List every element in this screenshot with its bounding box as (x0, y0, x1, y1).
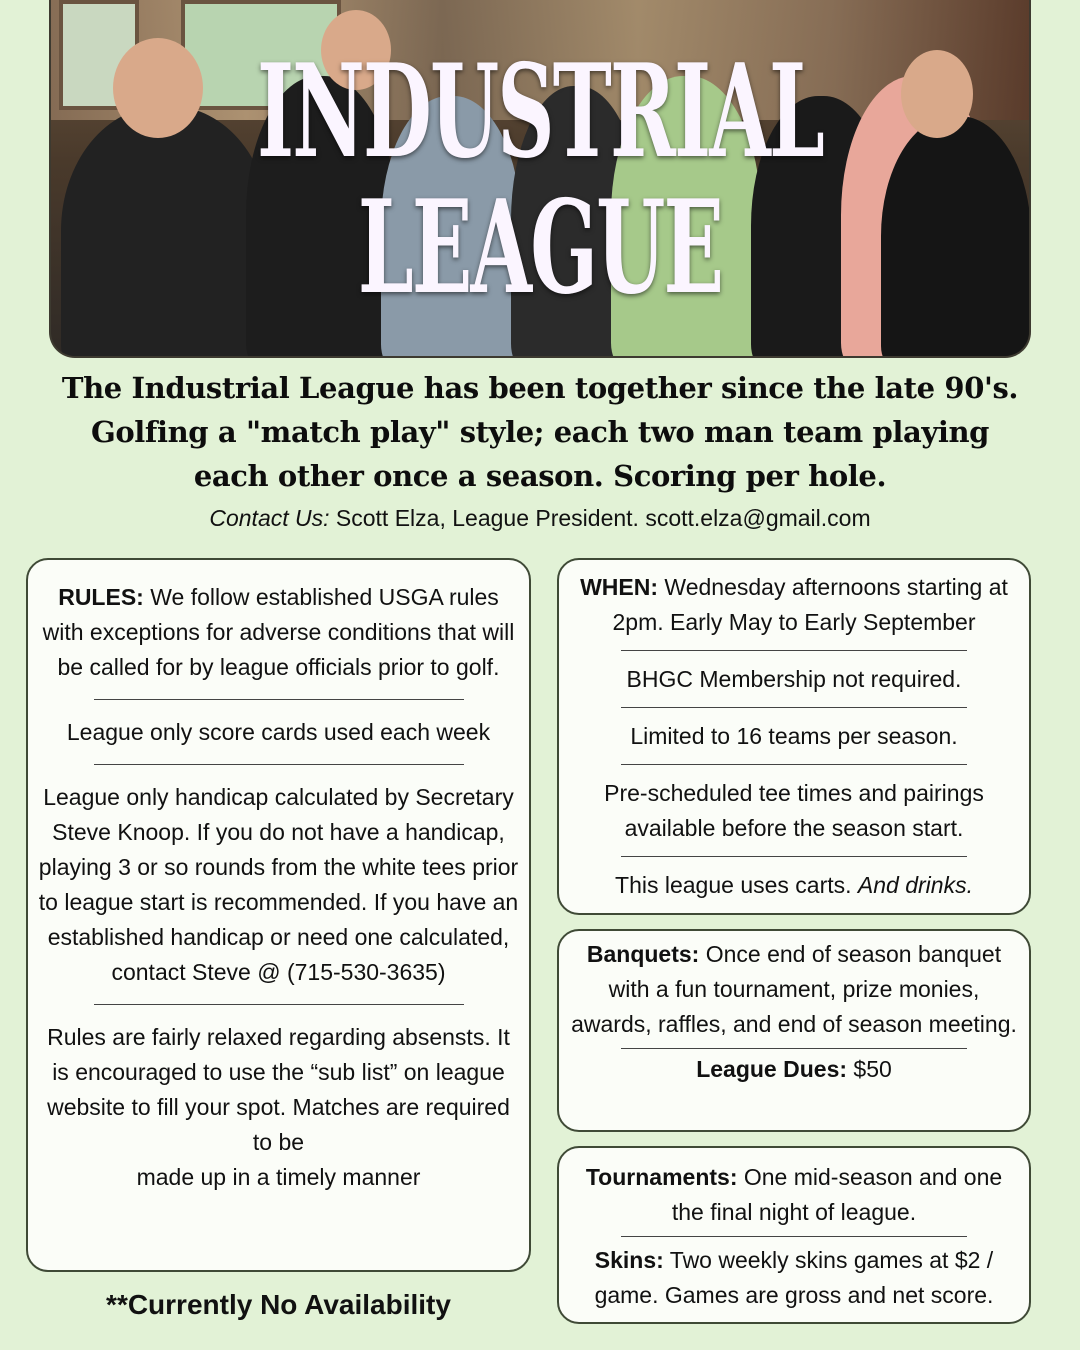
hero-photo (49, 0, 1031, 358)
rules-item: made up in a timely manner (136, 1164, 421, 1190)
divider (94, 699, 464, 700)
contact-text: Scott Elza, League President. scott.elza@gmail.com (329, 505, 871, 531)
rules-text: We follow established USGA rules with exceptions for adverse conditions that will be called for by league officials prior to golf. (42, 584, 515, 680)
banquet-card (557, 929, 1031, 1132)
rules-item: League only handicap calculated by Secretary Steve Knoop. If you do not have a handicap, playing 3 or so rounds from the white tees prior to league start is recommended. If you have an established handicap or need one calculated, contact Steve @ (715-530-3635) (38, 784, 519, 985)
when-item (559, 868, 1029, 903)
when-item (559, 570, 1029, 640)
hero-person-head (901, 50, 973, 138)
divider (621, 1048, 967, 1049)
intro-line: The Industrial League has been together since the late 90's. (61, 371, 1019, 405)
when-text: Wednesday afternoons starting at 2pm. Early May to Early September (612, 574, 1008, 635)
when-item: BHGC Membership not required. (626, 666, 962, 692)
divider (621, 764, 967, 765)
banquet-text: Once end of season banquet with a fun tournament, prize monies, awards, raffles, and end of season meeting. (571, 941, 1017, 1037)
when-label: WHEN: (580, 574, 659, 600)
skins-item (559, 1243, 1029, 1313)
tournaments-card (557, 1146, 1031, 1324)
when-carts-text: This league uses carts. (615, 872, 858, 898)
contact-label: Contact Us: (209, 505, 330, 531)
tournaments-item (559, 1160, 1029, 1230)
intro-line: Golfing a "match play" style; each two man team playing (90, 415, 990, 449)
skins-label: Skins: (594, 1247, 664, 1273)
dues-value: $50 (847, 1056, 892, 1082)
when-card (557, 558, 1031, 915)
when-item: Limited to 16 teams per season. (630, 723, 958, 749)
rules-card (26, 558, 531, 1272)
banquet-label: Banquets: (586, 941, 700, 967)
rules-item (28, 580, 529, 685)
when-drinks-text: And drinks. (857, 872, 973, 898)
hero-person-head (113, 38, 203, 138)
skins-text: Two weekly skins games at $2 / game. Games are gross and net score. (594, 1247, 994, 1308)
hero-person (881, 116, 1031, 358)
dues-item (559, 1052, 1029, 1087)
divider (621, 707, 967, 708)
hero-title-line2: LEAGUE (357, 173, 723, 323)
rules-item: Rules are fairly relaxed regarding absensts. It is encouraged to use the “sub list” on league website to fill your spot. Matches are required to be (47, 1024, 510, 1155)
tournaments-label: Tournaments: (585, 1164, 738, 1190)
intro-line: each other once a season. Scoring per hole. (193, 459, 887, 493)
hero-title-line1: INDUSTRIAL (257, 37, 823, 187)
divider (621, 650, 967, 651)
rules-label: RULES: (58, 584, 144, 610)
divider (94, 1004, 464, 1005)
divider (621, 1236, 967, 1237)
rules-item: League only score cards used each week (66, 719, 491, 745)
intro-text (60, 366, 1020, 498)
when-item: Pre-scheduled tee times and pairings available before the season start. (604, 780, 984, 841)
divider (621, 856, 967, 857)
divider (94, 764, 464, 765)
contact-line (60, 505, 1020, 532)
banquet-item (559, 937, 1029, 1042)
dues-label: League Dues: (696, 1056, 848, 1082)
availability-notice: **Currently No Availability (106, 1289, 451, 1320)
tournaments-text: One mid-season and one the final night of league. (671, 1164, 1003, 1225)
